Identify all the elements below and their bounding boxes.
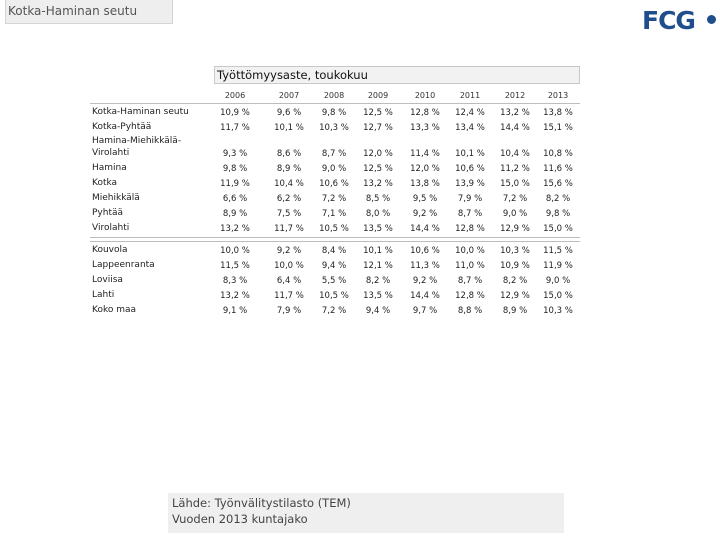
row-label: Kotka-Pyhtää <box>92 122 152 132</box>
table-cell: 11,5 % <box>543 246 573 256</box>
table-cell: 7,2 % <box>502 194 528 204</box>
table-cell: 11,7 % <box>220 123 250 133</box>
source-line: Lähde: Työnvälitystilasto (TEM) <box>172 496 351 510</box>
table-cell: 9,8 % <box>321 108 347 118</box>
table-cell: 12,9 % <box>500 224 530 234</box>
table-cell: 13,8 % <box>410 179 440 189</box>
table-cell: 8,2 % <box>502 276 528 286</box>
table-cell: 8,2 % <box>545 194 571 204</box>
table-cell: 9,5 % <box>412 194 438 204</box>
table-cell: 12,8 % <box>455 224 485 234</box>
table-cell: 9,8 % <box>222 164 248 174</box>
table-cell: 5,5 % <box>321 276 347 286</box>
table-cell: 10,6 % <box>319 179 349 189</box>
table-cell: 10,4 % <box>500 149 530 159</box>
table-cell: 12,5 % <box>363 164 393 174</box>
table-cell: 7,9 % <box>276 306 302 316</box>
row-label: Virolahti <box>92 148 130 158</box>
table-cell: 13,2 % <box>363 179 393 189</box>
table-cell: 10,3 % <box>319 123 349 133</box>
row-label: Kouvola <box>92 245 128 255</box>
table-cell: 11,4 % <box>410 149 440 159</box>
table-cell: 8,7 % <box>457 209 483 219</box>
table-cell: 9,3 % <box>222 149 248 159</box>
group-divider <box>90 237 580 238</box>
logo-dot-icon <box>707 15 716 24</box>
table-cell: 7,9 % <box>457 194 483 204</box>
table-cell: 7,2 % <box>321 306 347 316</box>
table-cell: 9,4 % <box>321 261 347 271</box>
table-cell: 10,9 % <box>220 108 250 118</box>
year-header-2008: 2008 <box>323 91 345 100</box>
table-cell: 14,4 % <box>500 123 530 133</box>
table-cell: 10,6 % <box>410 246 440 256</box>
row-label: Virolahti <box>92 223 130 233</box>
table-cell: 12,0 % <box>363 149 393 159</box>
table-cell: 11,3 % <box>410 261 440 271</box>
source-note <box>168 493 564 533</box>
table-cell: 8,2 % <box>365 276 391 286</box>
table-cell: 15,6 % <box>543 179 573 189</box>
row-label: Kotka-Haminan seutu <box>92 107 189 117</box>
table-cell: 9,0 % <box>502 209 528 219</box>
table-cell: 8,9 % <box>222 209 248 219</box>
table-cell: 12,8 % <box>455 291 485 301</box>
table-cell: 15,0 % <box>543 291 573 301</box>
table-cell: 6,6 % <box>222 194 248 204</box>
table-cell: 8,3 % <box>222 276 248 286</box>
table-cell: 12,9 % <box>500 291 530 301</box>
table-cell: 15,1 % <box>543 123 573 133</box>
table-cell: 12,4 % <box>455 108 485 118</box>
table-cell: 13,2 % <box>220 224 250 234</box>
table-cell: 13,4 % <box>455 123 485 133</box>
row-label: Hamina <box>92 163 127 173</box>
table-cell: 15,0 % <box>500 179 530 189</box>
table-cell: 10,9 % <box>500 261 530 271</box>
row-label: Koko maa <box>92 305 137 315</box>
table-cell: 10,6 % <box>455 164 485 174</box>
table-cell: 10,5 % <box>319 291 349 301</box>
table-cell: 7,5 % <box>276 209 302 219</box>
row-label: Lahti <box>92 290 115 300</box>
row-label: Miehikkälä <box>92 193 140 203</box>
table-cell: 8,8 % <box>457 306 483 316</box>
table-cell: 9,8 % <box>545 209 571 219</box>
table-cell: 10,3 % <box>500 246 530 256</box>
table-cell: 10,3 % <box>543 306 573 316</box>
table-cell: 13,5 % <box>363 291 393 301</box>
table-cell: 12,5 % <box>363 108 393 118</box>
year-header-2009: 2009 <box>367 91 389 100</box>
year-header-2011: 2011 <box>459 91 481 100</box>
table-cell: 9,0 % <box>321 164 347 174</box>
header-tab[interactable]: Kotka-Haminan seutu <box>5 0 173 24</box>
table-cell: 11,2 % <box>500 164 530 174</box>
table-cell: 12,7 % <box>363 123 393 133</box>
table-cell: 11,7 % <box>274 224 304 234</box>
row-label: Kotka <box>92 178 118 188</box>
table-cell: 11,9 % <box>220 179 250 189</box>
table-cell: 12,1 % <box>363 261 393 271</box>
row-label: Lappeenranta <box>92 260 155 270</box>
table-cell: 6,4 % <box>276 276 302 286</box>
table-cell: 11,5 % <box>220 261 250 271</box>
table-cell: 9,7 % <box>412 306 438 316</box>
table-cell: 9,2 % <box>412 209 438 219</box>
fcg-logo: FCG <box>642 6 695 35</box>
year-header-2010: 2010 <box>414 91 436 100</box>
table-cell: 10,4 % <box>274 179 304 189</box>
table-cell: 13,5 % <box>363 224 393 234</box>
table-cell: 6,2 % <box>276 194 302 204</box>
table-cell: 10,8 % <box>543 149 573 159</box>
table-cell: 8,9 % <box>502 306 528 316</box>
table-cell: 12,8 % <box>410 108 440 118</box>
table-cell: 10,0 % <box>274 261 304 271</box>
source-line: Vuoden 2013 kuntajako <box>172 512 308 526</box>
header-divider <box>90 103 580 104</box>
table-cell: 11,6 % <box>543 164 573 174</box>
table-cell: 13,2 % <box>500 108 530 118</box>
table-cell: 8,4 % <box>321 246 347 256</box>
table-cell: 14,4 % <box>410 291 440 301</box>
year-header-2006: 2006 <box>224 91 246 100</box>
table-cell: 11,7 % <box>274 291 304 301</box>
table-cell: 8,5 % <box>365 194 391 204</box>
table-cell: 10,0 % <box>455 246 485 256</box>
table-cell: 14,4 % <box>410 224 440 234</box>
table-cell: 8,9 % <box>276 164 302 174</box>
year-header-2012: 2012 <box>504 91 526 100</box>
row-label: Pyhtää <box>92 208 124 218</box>
table-cell: 11,9 % <box>543 261 573 271</box>
table-cell: 10,0 % <box>220 246 250 256</box>
table-cell: 8,6 % <box>276 149 302 159</box>
table-cell: 13,9 % <box>455 179 485 189</box>
table-cell: 9,1 % <box>222 306 248 316</box>
table-cell: 9,2 % <box>276 246 302 256</box>
year-header-2013: 2013 <box>547 91 569 100</box>
table-cell: 8,7 % <box>321 149 347 159</box>
table-cell: 10,1 % <box>274 123 304 133</box>
table-cell: 7,2 % <box>321 194 347 204</box>
year-header-2007: 2007 <box>278 91 300 100</box>
table-cell: 10,5 % <box>319 224 349 234</box>
table-cell: 11,0 % <box>455 261 485 271</box>
table-cell: 13,2 % <box>220 291 250 301</box>
row-label: Loviisa <box>92 275 123 285</box>
table-cell: 10,1 % <box>363 246 393 256</box>
table-cell: 10,1 % <box>455 149 485 159</box>
table-cell: 13,8 % <box>543 108 573 118</box>
table-cell: 12,0 % <box>410 164 440 174</box>
table-cell: 8,7 % <box>457 276 483 286</box>
table-cell: 15,0 % <box>543 224 573 234</box>
table-cell: 9,0 % <box>545 276 571 286</box>
table-cell: 8,0 % <box>365 209 391 219</box>
table-cell: 9,2 % <box>412 276 438 286</box>
table-title: Työttömyysaste, toukokuu <box>214 66 580 84</box>
table-cell: 7,1 % <box>321 209 347 219</box>
row-label: Hamina-Miehikkälä- <box>92 136 182 146</box>
table-cell: 9,4 % <box>365 306 391 316</box>
table-cell: 13,3 % <box>410 123 440 133</box>
table-cell: 9,6 % <box>276 108 302 118</box>
group-divider-2 <box>90 241 580 242</box>
